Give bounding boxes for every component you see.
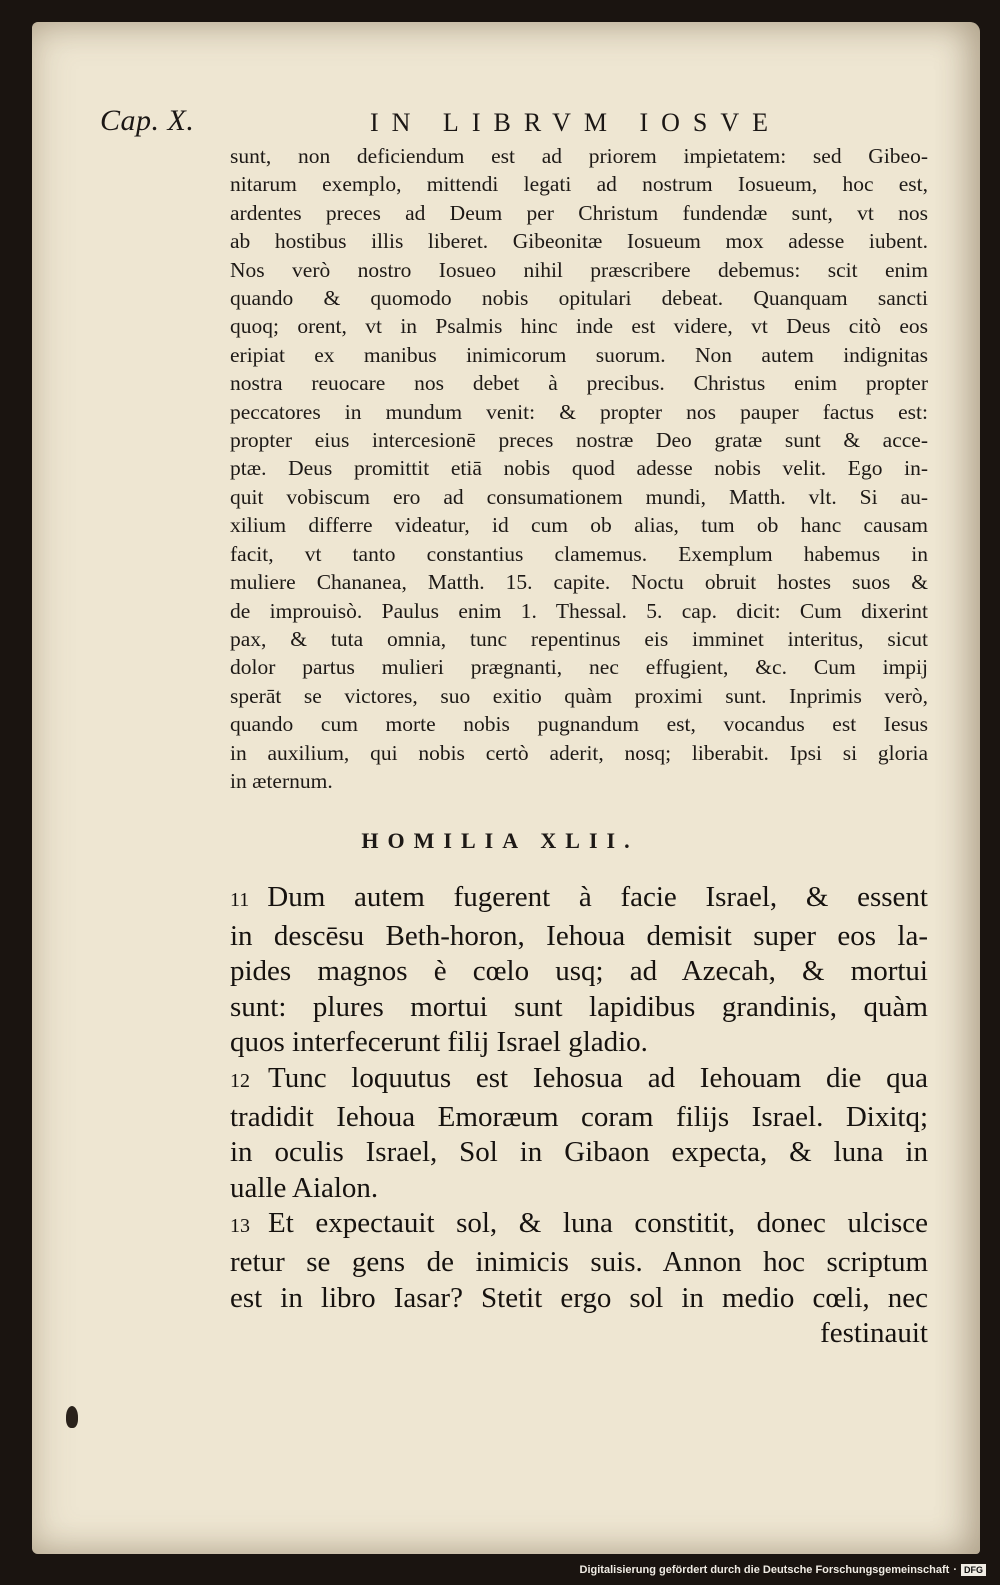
text-line: muliere Chananea, Matth. 15. capite. Noctu obruit hostes suos & xyxy=(230,570,928,595)
text-line: propter eius intercesionē preces nostræ Deo gratæ sunt & acce- xyxy=(230,428,928,453)
verse-line xyxy=(230,880,928,919)
verse-text: est in libro Iasar? Stetit ergo sol in medio cœli, nec xyxy=(230,1281,928,1314)
text-line: sperāt se victores, suo exitio quàm proximi sunt. Inprimis verò, xyxy=(230,683,928,708)
verse-text: Dum autem fugerent à facie Israel, & essent xyxy=(267,881,928,913)
credit-text: Digitalisierung gefördert durch die Deutsche Forschungsgemeinschaft xyxy=(579,1564,950,1576)
verse-line xyxy=(230,1061,928,1100)
verse-line xyxy=(230,919,928,955)
verse-number: 12 xyxy=(230,1069,250,1092)
verse-line xyxy=(230,1281,928,1317)
printer-ornament-icon xyxy=(66,1406,78,1428)
verse-text: quos interfecerunt filij Israel gladio. xyxy=(230,1026,648,1059)
homily-heading: HOMILIA XLII. xyxy=(361,828,639,853)
verse-text: in descēsu Beth-horon, Iehoua demisit super eos la- xyxy=(230,919,928,952)
verse-line xyxy=(230,1135,928,1171)
text-line: in æternum. xyxy=(230,768,333,793)
text-line: pax, & tuta omnia, tunc repentinus eis imminet interitus, sicut xyxy=(230,626,928,651)
text-line: de improuisò. Paulus enim 1. Thessal. 5. cap. dicit: Cum dixerint xyxy=(230,598,928,623)
text-line: facit, vt tanto constantius clamemus. Exemplum habemus in xyxy=(230,541,928,566)
running-title: IN LIBRVM IOSVE xyxy=(370,108,782,137)
verse-text: ualle Aialon. xyxy=(230,1171,379,1204)
verse-line xyxy=(230,1171,928,1207)
text-line: eripiat ex manibus inimicorum suorum. Non autem indignitas xyxy=(230,342,928,367)
verse-line xyxy=(230,1025,928,1061)
scripture-verses xyxy=(230,880,928,1352)
commentary-text xyxy=(230,142,928,795)
dfg-logo-icon: DFG xyxy=(961,1564,986,1576)
verse-line xyxy=(230,990,928,1026)
text-line: ptæ. Deus promittit etiā nobis quod adesse nobis velit. Ego in- xyxy=(230,456,928,481)
catchword: festinauit xyxy=(820,1317,928,1350)
text-line: nostra reuocare nos debet à precibus. Christus enim propter xyxy=(230,371,928,396)
text-line: xilium differre videatur, id cum ob alias, tum ob hanc causam xyxy=(230,513,928,538)
text-line: in auxilium, qui nobis certò aderit, nosq; liberabit. Ipsi si gloria xyxy=(230,740,928,765)
verse-text: tradidit Iehoua Emoræum coram filijs Israel. Dixitq; xyxy=(230,1100,928,1133)
chapter-label: Cap. X. xyxy=(100,104,195,137)
text-line: quando cum morte nobis pugnandum est, vocandus est Iesus xyxy=(230,712,928,737)
verse-text: pides magnos è cœlo usq; ad Azecah, & mortui xyxy=(230,955,928,988)
text-line: quoq; orent, vt in Psalmis hinc inde est videre, vt Deus citò eos xyxy=(230,314,928,339)
running-head xyxy=(100,104,920,140)
verse-line xyxy=(230,1245,928,1281)
text-line: nitarum exemplo, mittendi legati ad nostrum Iosueum, hoc est, xyxy=(230,172,928,197)
text-line: ab hostibus illis liberet. Gibeonitæ Iosueum mox adesse iubent. xyxy=(230,229,928,254)
verse-text: sunt: plures mortui sunt lapidibus grandinis, quàm xyxy=(230,990,928,1023)
text-line: Nos verò nostro Iosueo nihil præscribere debemus: scit enim xyxy=(230,257,928,282)
text-line: ardentes preces ad Deum per Christum fundendæ sunt, vt nos xyxy=(230,200,928,225)
text-line: quit vobiscum ero ad consumationem mundi, Matth. vlt. Si au- xyxy=(230,484,928,509)
verse-text: retur se gens de inimicis suis. Annon hoc scriptum xyxy=(230,1245,928,1278)
text-line: sunt, non deficiendum est ad priorem impietatem: sed Gibeo- xyxy=(230,144,928,168)
verse-text: Tunc loquutus est Iehosua ad Iehouam die qua xyxy=(268,1061,928,1094)
verse-number: 13 xyxy=(230,1215,250,1238)
verse-line xyxy=(230,1100,928,1136)
text-line: peccatores in mundum venit: & propter nos pauper factus est: xyxy=(230,399,928,424)
verse-number: 11 xyxy=(230,889,250,911)
verse-line xyxy=(230,954,928,990)
verse-text: Et expectauit sol, & luna constitit, donec ulcisce xyxy=(268,1207,928,1240)
verse-text: in oculis Israel, Sol in Gibaon expecta, & luna in xyxy=(230,1136,928,1169)
text-line: quando & quomodo nobis opitulari debeat. Quanquam sancti xyxy=(230,286,928,311)
digitization-credit: Digitalisierung gefördert durch die Deutsche Forschungsgemeinschaft · DFG xyxy=(580,1561,986,1579)
text-line: dolor partus mulieri prægnanti, nec effugient, &c. Cum impij xyxy=(230,655,928,680)
verse-line xyxy=(230,1206,928,1245)
